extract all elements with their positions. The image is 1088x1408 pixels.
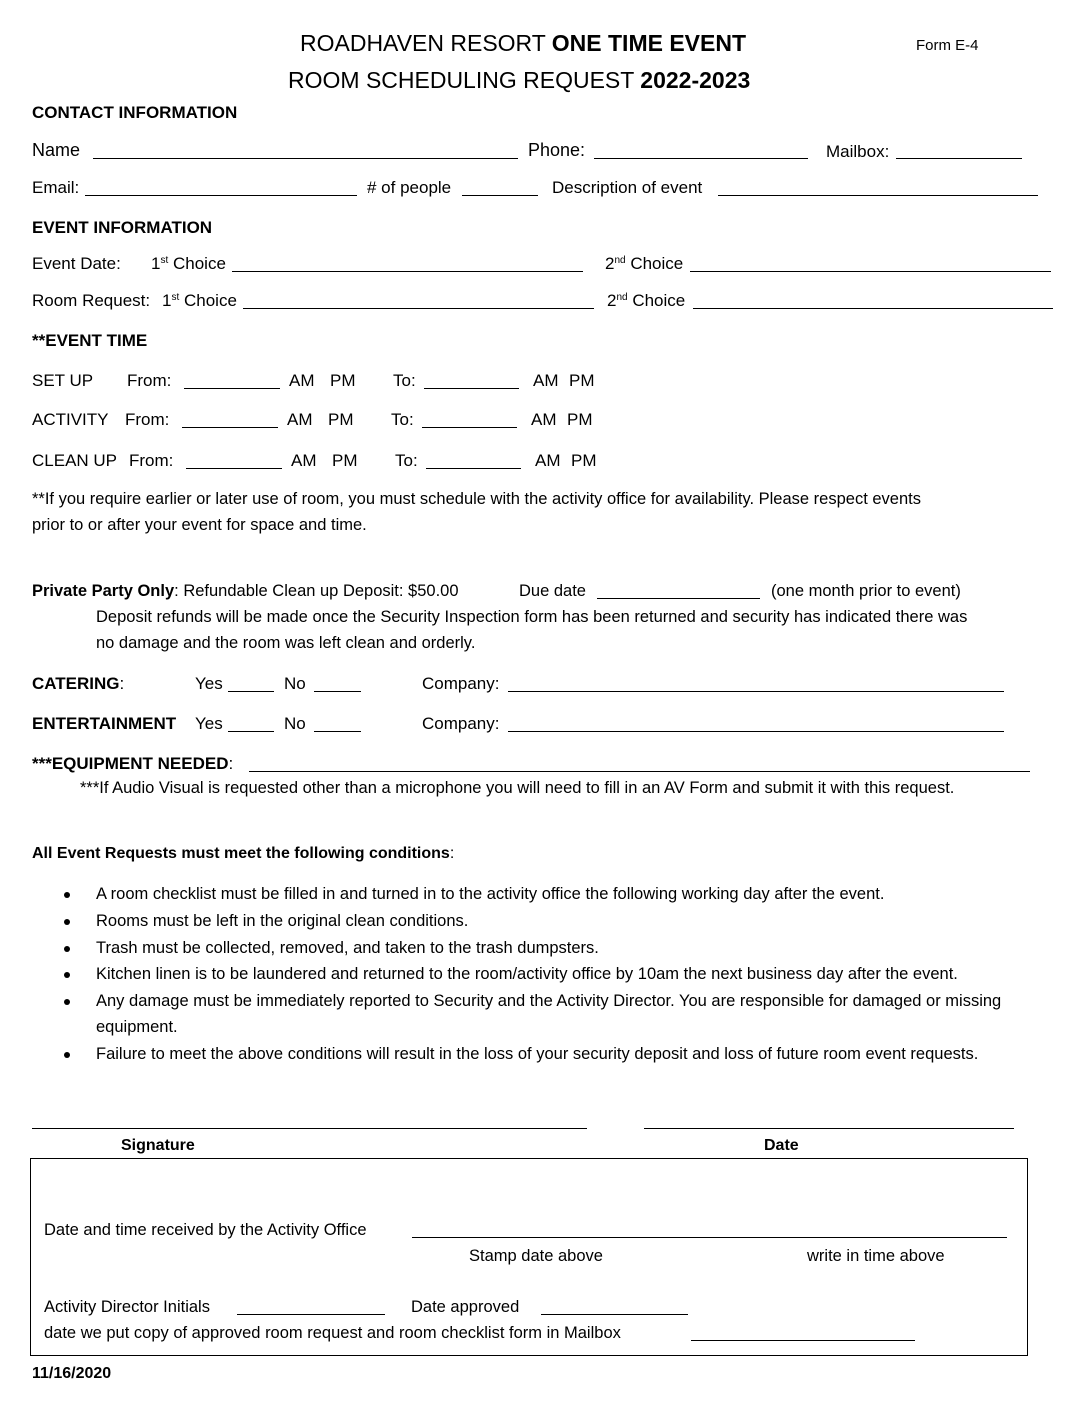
equipment-field[interactable] (249, 771, 1030, 772)
room-first-choice-label: 1st Choice (162, 291, 237, 310)
approved-label: Date approved (411, 1298, 520, 1316)
pm-option[interactable]: PM (330, 371, 356, 390)
title-line-2 (288, 69, 750, 92)
phone-field[interactable] (594, 158, 808, 159)
entertainment-company-field[interactable] (508, 731, 1004, 732)
entertainment-company-label: Company: (422, 714, 500, 733)
from-label: From: (127, 371, 172, 390)
private-party-label: Private Party Only (32, 582, 175, 600)
approved-field[interactable] (541, 1314, 688, 1315)
signature-field[interactable] (32, 1128, 587, 1129)
bullet-icon (64, 972, 70, 978)
time-row-label: CLEAN UP (32, 451, 118, 470)
catering-row: CATERING: (32, 674, 125, 693)
title-request: ROOM SCHEDULING REQUEST (288, 67, 634, 93)
people-field[interactable] (462, 195, 538, 196)
time-row-label: SET UP (32, 371, 94, 390)
entertainment-no-label: No (284, 714, 306, 733)
room-second-choice-label: 2nd Choice (607, 291, 686, 310)
description-label: Description of event (552, 178, 703, 197)
time-note-line-2: prior to or after your event for space and time. (32, 516, 367, 534)
am-option[interactable]: AM (287, 410, 313, 429)
room-request-label: Room Request: (32, 291, 151, 310)
event-time-heading: **EVENT TIME (32, 331, 148, 350)
mailbox-copy-field[interactable] (691, 1340, 915, 1341)
bullet-icon (64, 892, 70, 898)
name-label: Name (32, 140, 81, 160)
deposit-text: : Refundable Clean up Deposit: $50.00 (174, 582, 459, 600)
footer-date: 11/16/2020 (32, 1365, 112, 1382)
pm-option[interactable]: PM (571, 451, 597, 470)
to-field[interactable] (426, 468, 521, 469)
catering-company-label: Company: (422, 674, 500, 693)
pm-option[interactable]: PM (567, 410, 593, 429)
form-id: Form E-4 (916, 37, 979, 54)
contact-heading: CONTACT INFORMATION (32, 103, 238, 122)
from-field[interactable] (186, 468, 282, 469)
am-option[interactable]: AM (289, 371, 315, 390)
entertainment-label: ENTERTAINMENT (32, 714, 177, 733)
bullet-icon (64, 999, 70, 1005)
equipment-row: ***EQUIPMENT NEEDED: (32, 754, 234, 773)
refund-line-1: Deposit refunds will be made once the Security Inspection form has been returned and security has indicated there was (96, 608, 968, 626)
room-second-field[interactable] (693, 308, 1053, 309)
from-label: From: (125, 410, 170, 429)
stamp-note: Stamp date above (469, 1247, 603, 1265)
due-date-label: Due date (519, 582, 586, 600)
catering-yes-field[interactable] (228, 691, 274, 692)
event-date-label: Event Date: (32, 254, 121, 273)
initials-label: Activity Director Initials (44, 1298, 210, 1316)
to-label: To: (395, 451, 418, 470)
conditions-heading-row: All Event Requests must meet the following conditions: (32, 845, 455, 862)
condition-item: Rooms must be left in the original clean conditions. (96, 912, 469, 930)
due-date-field[interactable] (597, 598, 760, 599)
event-heading: EVENT INFORMATION (32, 218, 213, 237)
event-date-second-choice-label: 2nd Choice (605, 254, 684, 273)
equipment-label: ***EQUIPMENT NEEDED (32, 754, 229, 773)
description-field[interactable] (718, 195, 1038, 196)
to-label: To: (393, 371, 416, 390)
from-label: From: (129, 451, 174, 470)
catering-no-label: No (284, 674, 306, 693)
time-note-line-1: **If you require earlier or later use of room, you must schedule with the activity office for availability. Please respect events (32, 490, 921, 508)
mailbox-copy-label: date we put copy of approved room request and room checklist form in Mailbox (44, 1324, 621, 1342)
to-field[interactable] (424, 388, 519, 389)
mailbox-label: Mailbox: (826, 142, 890, 161)
am-option[interactable]: AM (291, 451, 317, 470)
condition-item: A room checklist must be filled in and turned in to the activity office the following working day after the event. (96, 885, 885, 903)
time-note: write in time above (807, 1247, 945, 1265)
entertainment-no-field[interactable] (314, 731, 361, 732)
catering-company-field[interactable] (508, 691, 1004, 692)
initials-field[interactable] (237, 1314, 385, 1315)
bullet-icon (64, 946, 70, 952)
time-row-label: ACTIVITY (32, 410, 109, 429)
am-option[interactable]: AM (535, 451, 561, 470)
mailbox-field[interactable] (896, 158, 1022, 159)
title-line-1 (300, 32, 746, 55)
signature-date-field[interactable] (644, 1128, 1014, 1129)
am-option[interactable]: AM (533, 371, 559, 390)
received-field[interactable] (412, 1237, 1007, 1238)
title-event-type: ONE TIME EVENT (551, 30, 747, 56)
signature-date-label: Date (764, 1137, 799, 1154)
pm-option[interactable]: PM (569, 371, 595, 390)
catering-yes-label: Yes (195, 674, 223, 693)
name-field[interactable] (93, 158, 518, 159)
am-option[interactable]: AM (531, 410, 557, 429)
email-field[interactable] (85, 195, 357, 196)
email-label: Email: (32, 178, 80, 197)
refund-line-2: no damage and the room was left clean and orderly. (96, 634, 476, 652)
condition-item: Any damage must be immediately reported to Security and the Activity Director. You are responsible for damaged or missing equipment. (96, 992, 1002, 1036)
entertainment-yes-field[interactable] (228, 731, 274, 732)
catering-label: CATERING (32, 674, 120, 693)
condition-item: Trash must be collected, removed, and taken to the trash dumpsters. (96, 939, 599, 957)
title-resort: ROADHAVEN RESORT (300, 30, 546, 56)
condition-item: Failure to meet the above conditions will result in the loss of your security deposit and loss of future room event requests. (96, 1045, 979, 1063)
event-date-first-choice-label: 1st Choice (151, 254, 226, 273)
pm-option[interactable]: PM (332, 451, 358, 470)
bullet-icon (64, 919, 70, 925)
condition-item: Kitchen linen is to be laundered and returned to the room/activity office by 10am the next business day after the event. (96, 965, 958, 983)
av-note: ***If Audio Visual is requested other than a microphone you will need to fill in an AV Form and submit it with this request. (80, 779, 955, 797)
pm-option[interactable]: PM (328, 410, 354, 429)
to-label: To: (391, 410, 414, 429)
event-date-second-field[interactable] (690, 271, 1051, 272)
event-date-first-field[interactable] (232, 271, 583, 272)
bullet-icon (64, 1052, 70, 1058)
from-field[interactable] (182, 427, 278, 428)
from-field[interactable] (184, 388, 280, 389)
signature-label: Signature (121, 1137, 195, 1154)
room-first-field[interactable] (243, 308, 594, 309)
to-field[interactable] (422, 427, 517, 428)
phone-label: Phone: (528, 140, 586, 160)
received-label: Date and time received by the Activity Office (44, 1221, 367, 1239)
people-label: # of people (367, 178, 452, 197)
entertainment-yes-label: Yes (195, 714, 223, 733)
due-date-note: (one month prior to event) (771, 582, 961, 600)
catering-no-field[interactable] (314, 691, 361, 692)
title-year: 2022-2023 (640, 67, 751, 93)
conditions-heading: All Event Requests must meet the following conditions (32, 845, 450, 862)
private-party-line (32, 583, 459, 600)
